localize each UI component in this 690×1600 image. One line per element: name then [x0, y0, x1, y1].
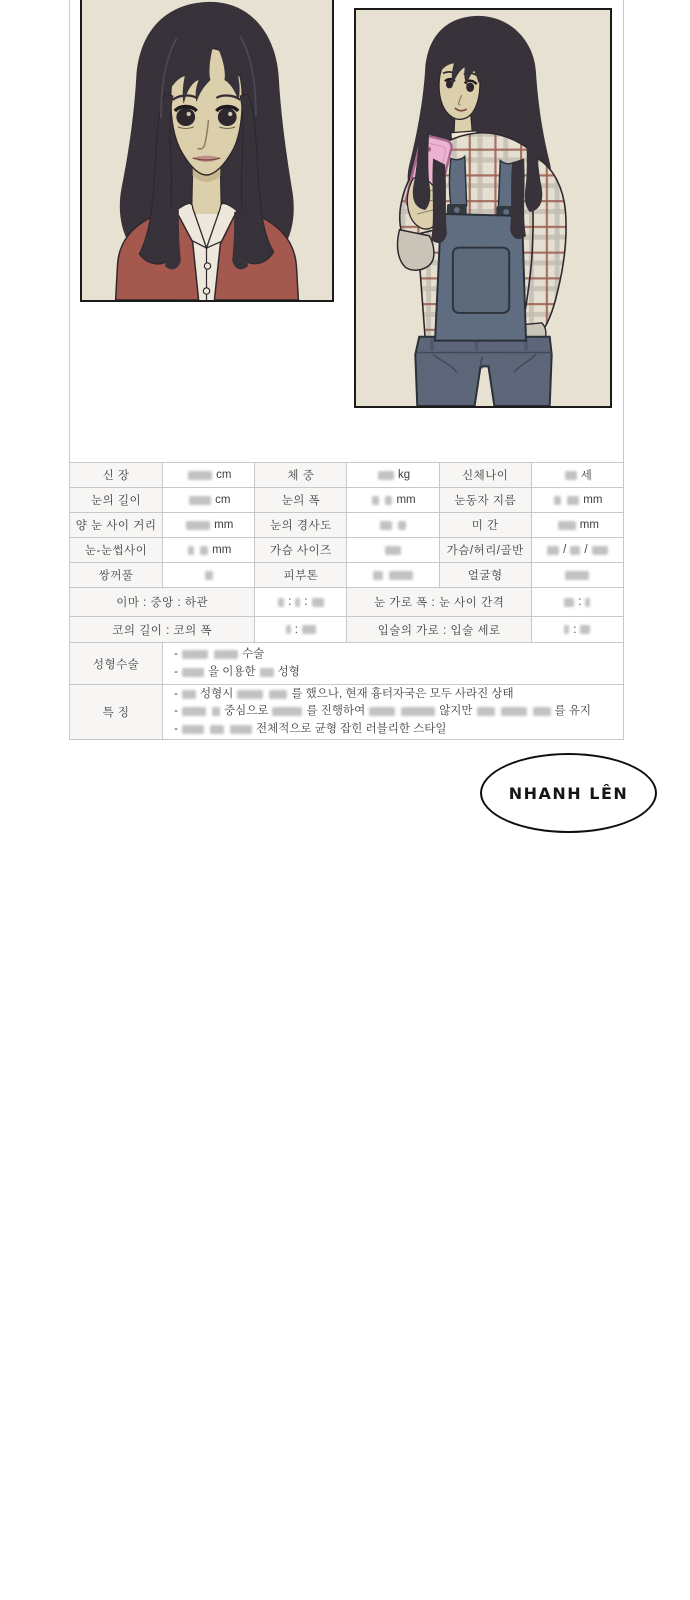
redaction-blur: [380, 521, 392, 530]
table-value-cell: [531, 538, 623, 562]
table-text: 을 이용한: [208, 665, 256, 678]
table-label-cell: 눈 가로 폭 : 눈 사이 간격: [346, 588, 530, 616]
table-content-line: [173, 721, 447, 739]
table-label-cell: 가슴 사이즈: [254, 538, 346, 562]
table-row: [70, 488, 623, 513]
table-row: [70, 513, 623, 538]
redaction-blur: [567, 496, 579, 505]
table-label-cell: 입술의 가로 : 입술 세로: [346, 617, 530, 642]
redaction-blur: [501, 707, 527, 716]
redaction-blur: [554, 496, 561, 505]
table-value-cell: [254, 617, 346, 642]
redaction-blur: [565, 571, 589, 580]
redaction-blur: [200, 546, 208, 555]
table-row: [70, 563, 623, 588]
table-text: 를 했으나, 현재 흉터자국은 모두 사라진 상태: [291, 687, 514, 700]
table-text: cm: [216, 469, 232, 481]
table-text: -: [174, 722, 178, 735]
table-row: [70, 538, 623, 563]
table-value-cell: [346, 538, 438, 562]
redaction-blur: [182, 650, 208, 659]
table-row: [70, 643, 623, 685]
table-label-cell: 쌍꺼풀: [70, 563, 162, 587]
redaction-blur: [564, 625, 569, 634]
table-content-line: [173, 664, 301, 682]
table-text: -: [174, 687, 178, 700]
redaction-blur: [385, 546, 401, 555]
table-text: 세: [580, 470, 592, 482]
table-text: :: [294, 623, 298, 636]
redaction-blur: [592, 546, 608, 555]
redaction-blur: [558, 521, 576, 530]
table-text: 중심으로: [224, 705, 269, 718]
table-label-cell: 눈동자 지름: [439, 488, 531, 512]
table-text: kg: [397, 469, 411, 481]
table-row: [70, 588, 623, 617]
redaction-blur: [312, 598, 324, 607]
table-text: :: [288, 596, 292, 608]
redaction-blur: [278, 598, 284, 607]
table-text: 않지만: [439, 705, 473, 718]
table-text: 를 진행하여: [306, 705, 366, 718]
redaction-blur: [188, 546, 194, 555]
redaction-blur: [389, 571, 413, 580]
redaction-blur: [182, 690, 196, 699]
profile-table: [70, 462, 623, 739]
redaction-blur: [547, 546, 559, 555]
redaction-blur: [260, 668, 274, 677]
redaction-blur: [205, 571, 213, 580]
redaction-blur: [230, 725, 252, 734]
table-text: -: [174, 647, 178, 660]
table-text: :: [578, 596, 582, 608]
table-label-cell: 특 징: [70, 685, 162, 739]
table-label-cell: 코의 길이 : 코의 폭: [70, 617, 254, 642]
table-label-cell: 피부톤: [254, 563, 346, 587]
table-label-cell: 눈-눈썹사이: [70, 538, 162, 562]
table-value-cell: [531, 617, 623, 642]
table-label-cell: 눈의 폭: [254, 488, 346, 512]
redaction-blur: [189, 496, 211, 505]
redaction-blur: [398, 521, 406, 530]
portrait-image: [80, 0, 334, 302]
redaction-blur: [373, 571, 383, 580]
redaction-blur: [188, 471, 212, 480]
table-value-cell: [162, 538, 254, 562]
speech-bubble-text: NHANH LÊN: [508, 783, 629, 803]
table-value-cell: [162, 563, 254, 587]
table-row: [70, 617, 623, 643]
fullbody-image: [354, 8, 612, 408]
table-value-cell: [346, 488, 438, 512]
redaction-blur: [477, 707, 495, 716]
table-value-cell: [531, 588, 623, 616]
redaction-blur: [272, 707, 302, 716]
table-value-cell: [346, 513, 438, 537]
redaction-blur: [385, 496, 392, 505]
table-text: 수술: [242, 647, 265, 660]
table-text: :: [573, 623, 577, 636]
redaction-blur: [533, 707, 551, 716]
redaction-blur: [378, 471, 394, 480]
table-label-cell: 미 간: [439, 513, 531, 537]
redaction-blur: [214, 650, 238, 659]
table-label-cell: 가슴/허리/골반: [439, 538, 531, 562]
table-text: :: [304, 596, 308, 608]
table-text: 성형: [277, 665, 300, 678]
table-value-cell: [254, 588, 346, 616]
speech-bubble: [480, 753, 657, 833]
table-text: /: [563, 544, 567, 556]
redaction-blur: [565, 471, 577, 480]
redaction-blur: [182, 668, 204, 677]
table-row: [70, 463, 623, 488]
table-text: 전체적으로 균형 잡힌 러블리한 스타일: [256, 722, 447, 735]
table-label-cell: 신 장: [70, 463, 162, 487]
table-content-line: [173, 703, 592, 721]
table-value-cell: [162, 513, 254, 537]
table-label-cell: 얼굴형: [439, 563, 531, 587]
redaction-blur: [585, 598, 590, 607]
table-label-cell: 신체나이: [439, 463, 531, 487]
redaction-blur: [302, 625, 316, 634]
redaction-blur: [580, 625, 590, 634]
table-text: mm: [583, 494, 603, 506]
table-text: 를 유지: [554, 705, 592, 718]
redaction-blur: [212, 707, 220, 716]
table-text: cm: [215, 494, 231, 506]
table-text: 성형시: [200, 687, 234, 700]
table-value-cell: [531, 513, 623, 537]
table-label-cell: 눈의 경사도: [254, 513, 346, 537]
redaction-blur: [186, 521, 210, 530]
redaction-blur: [570, 546, 580, 555]
table-value-cell: [531, 488, 623, 512]
table-value-cell: [531, 563, 623, 587]
table-label-cell: 체 중: [254, 463, 346, 487]
table-content-cell: [162, 685, 623, 739]
character-profile-card: [69, 0, 624, 740]
redaction-blur: [295, 598, 300, 607]
redaction-blur: [182, 725, 204, 734]
table-label-cell: 이마 : 중앙 : 하관: [70, 588, 254, 616]
fullbody-illustration: [356, 10, 610, 406]
table-label-cell: 성형수술: [70, 643, 162, 684]
table-value-cell: [162, 488, 254, 512]
table-text: -: [174, 705, 178, 718]
table-value-cell: [531, 463, 623, 487]
redaction-blur: [210, 725, 224, 734]
redaction-blur: [401, 707, 435, 716]
table-text: -: [174, 665, 178, 678]
table-text: mm: [214, 519, 234, 531]
table-row: [70, 685, 623, 739]
redaction-blur: [269, 690, 287, 699]
table-text: mm: [396, 494, 416, 506]
redaction-blur: [286, 625, 291, 634]
portrait-illustration: [82, 0, 332, 300]
table-label-cell: 양 눈 사이 거리: [70, 513, 162, 537]
redaction-blur: [564, 598, 574, 607]
table-value-cell: [162, 463, 254, 487]
table-value-cell: [346, 463, 438, 487]
table-text: /: [584, 544, 588, 556]
table-value-cell: [346, 563, 438, 587]
redaction-blur: [369, 707, 395, 716]
table-label-cell: 눈의 길이: [70, 488, 162, 512]
table-content-cell: [162, 643, 623, 684]
redaction-blur: [372, 496, 379, 505]
table-text: mm: [579, 519, 599, 531]
redaction-blur: [237, 690, 263, 699]
table-text: mm: [212, 544, 232, 556]
redaction-blur: [182, 707, 206, 716]
table-content-line: [173, 646, 265, 664]
table-content-line: [173, 686, 515, 704]
